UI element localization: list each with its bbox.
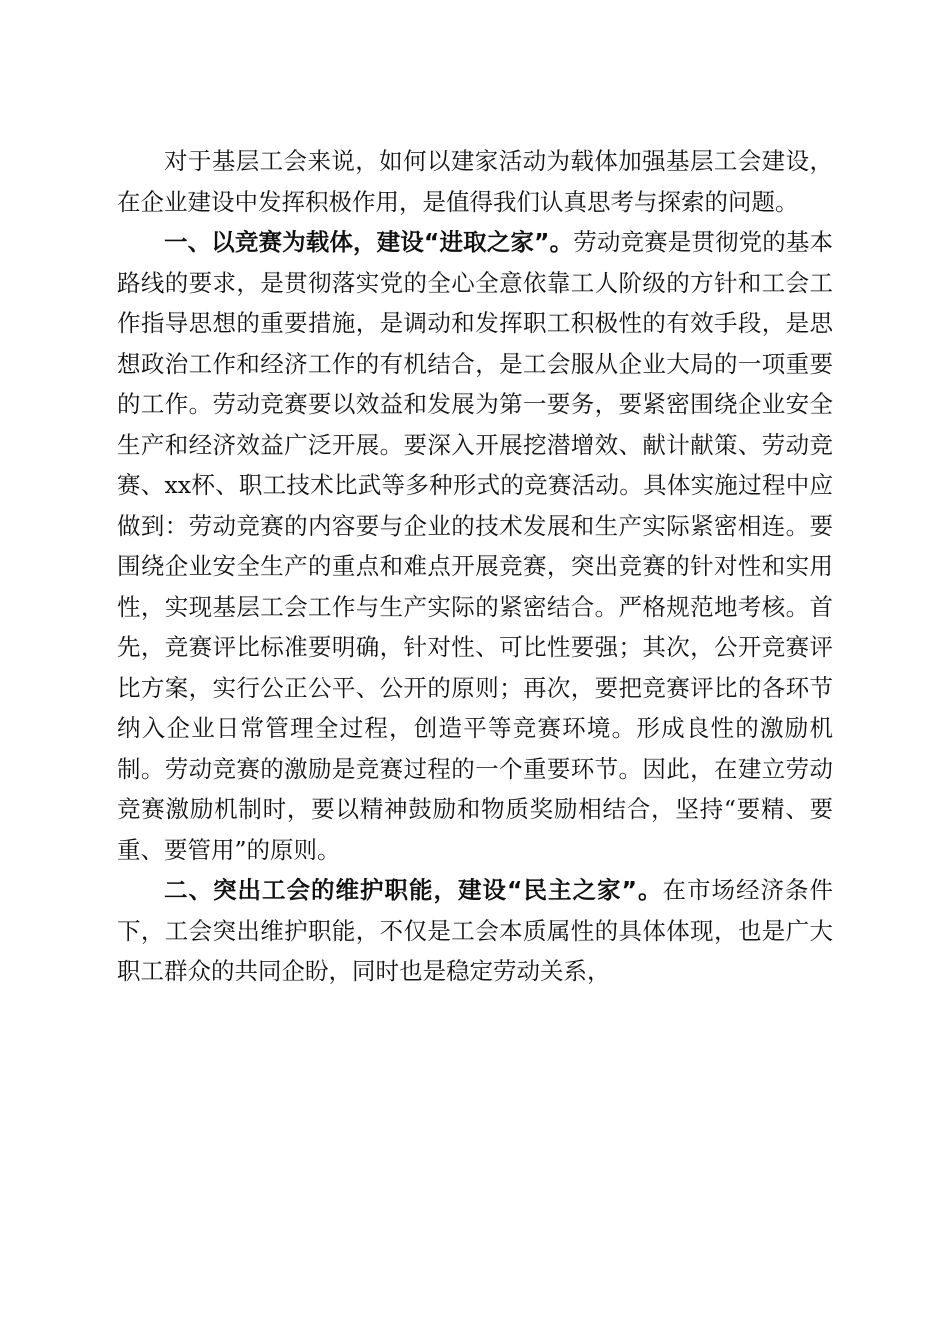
section-1-body: 劳动竞赛是贯彻党的基本路线的要求，是贯彻落实党的全心全意依靠工人阶级的方针和工会工作指导思想的重要措施，是调动和发挥职工积极性的有效手段，是思想政治工作和经济工作的有机结合，是工会服从企业大局的一项重要的工作。劳动竞赛要以效益和发展为第一要务，要紧密围绕企业安全生产和经济效益广泛开展。要深入开展挖潜增效、献计献策、劳动竞赛、xx杯、职工技术比武等多种形式的竞赛活动。具体实施过程中应做到：劳动竞赛的内容要与企业的技术发展和生产实际紧密相连。要围绕企业安全生产的重点和难点开展竞赛，突出竞赛的针对性和实用性，实现基层工会工作与生产实际的紧密结合。严格规范地考核。首先，竞赛评比标准要明确，针对性、可比性要强；其次，公开竞赛评比方案，实行公正公平、公开的原则；再次，要把竞赛评比的各环节纳入企业日常管理全过程，创造平等竞赛环境。形成良性的激励机制。劳动竞赛的激励是竞赛过程的一个重要环节。因此，在建立劳动竞赛激励机制时，要以精神鼓励和物质奖励相结合，坚持“要精、要重、要管用”的原则。 xyxy=(117,228,834,864)
intro-paragraph: 对于基层工会来说，如何以建家活动为载体加强基层工会建设，在企业建设中发挥积极作用，是值得我们认真思考与探索的问题。 xyxy=(117,147,833,216)
section-1-paragraph xyxy=(117,222,833,870)
document-page xyxy=(117,141,833,992)
section-2-heading: 二、突出工会的维护职能，建设“民主之家”。 xyxy=(164,876,663,904)
section-2-body: 在市场经济条件下，工会突出维护职能，不仅是工会本质属性的具体体现，也是广大职工群众的共同企盼，同时也是稳定劳动关系， xyxy=(117,876,834,985)
section-1-heading: 一、以竞赛为载体，建设“进取之家”。 xyxy=(164,228,574,256)
section-2-paragraph xyxy=(117,870,833,992)
